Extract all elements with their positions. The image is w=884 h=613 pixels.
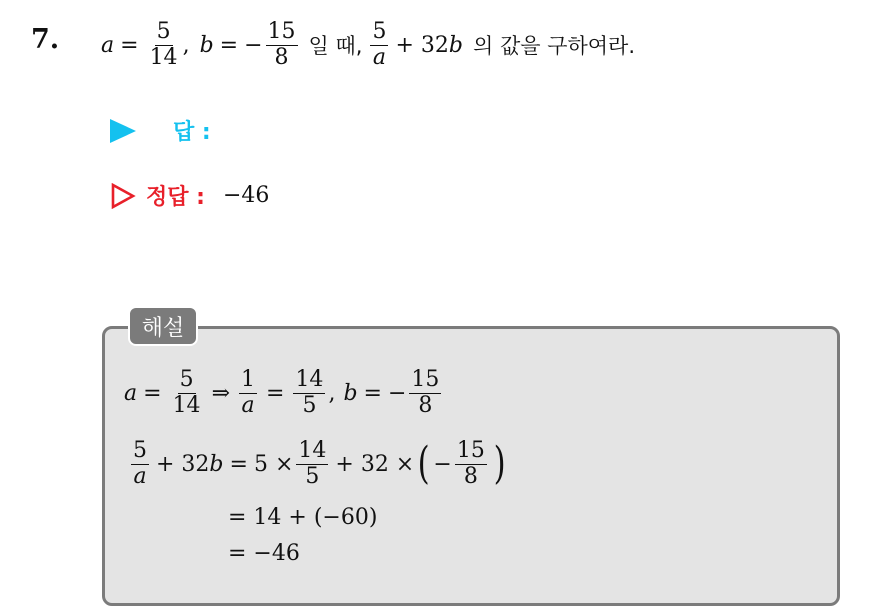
denominator: 8 (274, 44, 289, 70)
numerator: 15 (267, 18, 296, 44)
numerator: 14 (295, 366, 324, 392)
fraction-expression (370, 20, 388, 70)
fraction (239, 368, 257, 418)
denominator: 5 (302, 392, 317, 418)
denominator: 8 (463, 463, 478, 489)
equals-sign: = (120, 32, 139, 58)
play-triangle-icon (110, 119, 136, 143)
solution-line-1 (124, 362, 444, 424)
var-b: b (199, 32, 214, 58)
numerator: 15 (411, 366, 440, 392)
comma: , (328, 380, 336, 406)
left-paren: ( (417, 438, 430, 489)
correct-answer-value: −46 (222, 183, 270, 208)
denominator: a (241, 392, 255, 418)
minus-sign: − (387, 380, 407, 406)
comma: , (182, 32, 190, 58)
denominator: 14 (149, 44, 178, 70)
var-b: b (209, 451, 224, 477)
text-when: 일 때, (308, 34, 363, 58)
implies-arrow: ⇒ (211, 380, 230, 406)
var-a: a (101, 32, 115, 58)
numerator: 5 (372, 18, 387, 44)
denominator: 8 (418, 392, 433, 418)
equals-sign: = (143, 380, 162, 406)
equals-sign: = (219, 32, 239, 58)
fraction (131, 439, 149, 489)
fraction-b-value (266, 20, 298, 70)
plus-32: + 32 (156, 451, 210, 477)
correct-answer-label: 정답 : (146, 185, 205, 210)
fraction (409, 368, 441, 418)
equals-sign: = (229, 451, 248, 477)
expr-plus-32: + 32 (395, 32, 449, 58)
numerator: 5 (133, 437, 147, 463)
problem-statement (101, 10, 635, 80)
numerator: 1 (241, 366, 255, 392)
denominator: a (372, 44, 387, 70)
fraction (171, 368, 203, 418)
solution-tab: 해설 (128, 306, 198, 346)
answer-row (110, 115, 211, 146)
var-a: a (124, 380, 138, 406)
fraction (296, 439, 328, 489)
five-times: 5 × (253, 451, 294, 477)
fraction (293, 368, 325, 418)
problem-number: 7. (31, 24, 60, 55)
triangle-outline-icon (110, 183, 136, 209)
denominator: 5 (305, 463, 320, 489)
plus-32-times: + 32 × (335, 451, 415, 477)
fraction-a-value (148, 20, 180, 70)
solution-line-3: = 14 + (−60) (228, 504, 378, 530)
fraction (455, 439, 487, 489)
numerator: 5 (156, 18, 171, 44)
var-b: b (448, 32, 463, 58)
denominator: 14 (172, 392, 201, 418)
numerator: 14 (298, 437, 327, 463)
correct-answer-row (110, 180, 269, 211)
minus-sign: − (244, 32, 263, 58)
text-ask: 의 값을 구하여라. (472, 34, 636, 58)
equals-sign: = (266, 380, 285, 406)
minus-sign: − (433, 451, 452, 477)
right-paren: ) (493, 438, 506, 489)
equals-sign: = (363, 380, 382, 406)
denominator: a (133, 463, 147, 489)
solution-line-2 (128, 433, 509, 495)
numerator: 15 (456, 437, 485, 463)
answer-label: 답 : (173, 120, 211, 145)
numerator: 5 (179, 366, 194, 392)
solution-line-4: = −46 (228, 540, 300, 566)
var-b: b (343, 380, 358, 406)
